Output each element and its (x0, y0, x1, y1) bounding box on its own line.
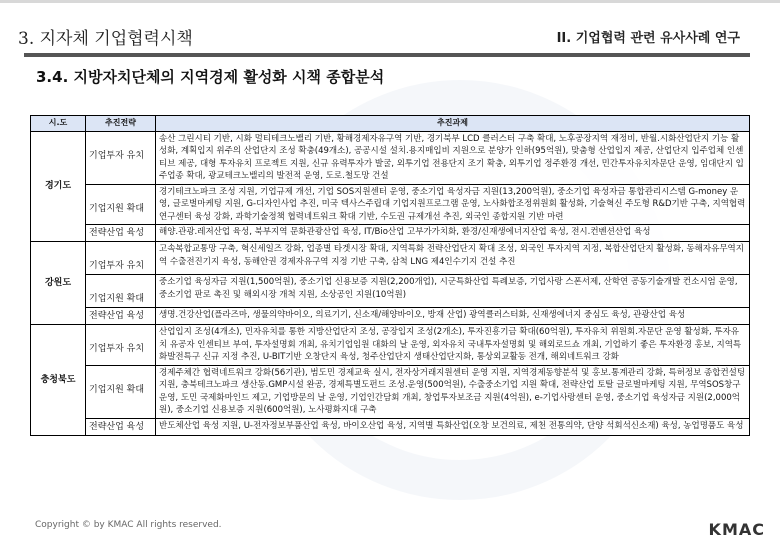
column-header: 추진과제 (156, 116, 750, 132)
chapter-title: 3. 지자체 기업협력시책 (18, 29, 193, 49)
tasks-cell: 송산 그린시티 기반, 시화 멀티테크노밸리 기반, 황해경제자유구역 기반, 경기북부 LCD 클러스터 구축 확대, 노후공장지역 재정비, 반월.시화산업단지 기능 활성화, 계획입지 위주의 산업단지 조성 확충(49개소), 공공시설 설치.용지매입비 지원으로 분양가 인하(95억원), 맞춤형 산업입지 제공, 산업단지 입주업체 인센티브 제공, 대형 투자유치 프로젝트 지원, 신규 유력투자가 발굴, 외투기업 전용단지 조기 확충, 외투기업 정주환경 개선, 민간투자유치자문단 운영, 임대단지 입주업종 확대, 광교테크노밸리의 발전적 운영, 도로.철도망 건설 (156, 131, 750, 184)
table-row (31, 131, 750, 184)
copyright-text: Copyright © by KMAC All rights reserved. (35, 520, 222, 530)
tasks-cell: 산업입지 조성(4개소), 민자유치를 통한 지방산업단지 조성, 공장입지 조성(2개소), 투자진흥기금 확대(60억원), 투자유치 위원회.자문단 운영 활성화, 투자유치 유공자 인센티브 부여, 투자설명회 개최, 유치기업임원 대화의 날 운영, 외자유치 국내투자설명회 및 해외로드쇼 개최, 기업하기 좋은 투자환경 홍보, 지역특화발전특구 신규 지정 추진, U-BIT기반 오창단지 육성, 청주산업단지 생태산업단지화, 통상외교활동 전개, 해외네트워크 강화 (156, 325, 750, 366)
table-row (31, 308, 750, 325)
top-border (0, 0, 780, 3)
tasks-cell: 반도체산업 육성 지원, U-전자정보부품산업 육성, 바이오산업 육성, 지역별 특화산업(오창 보건의료, 제천 전통의약, 단양 석회석신소재) 육성, 농업명품도 육성 (156, 418, 750, 435)
tasks-cell: 경제주체간 협력네트워크 강화(56기관), 범도민 경제교육 실시, 전자상거래지원센터 운영 지원, 지역경제동향분석 및 홍보.통계관리 강화, 특허정보 종합컨설팅 지원, 충북테크노파크 생산동.GMP시설 완공, 경제특별도펀드 조성.운영(500억원), 수출중소기업 지원 확대, 전략산업 토탈 글로벌마케팅 지원, 무역SOS창구 운영, 도민 국제화마인드 제고, 기업방문의 날 운영, 기업인간담회 개최, 창업투자보조금 지원(4억원), e-기업사랑센터 운영, 중소기업 육성자금 지원(2,000억원), 중소기업 신용보증 지원(600억원), 노사평화지대 구축 (156, 365, 750, 418)
region-cell: 경기도 (31, 131, 86, 242)
tasks-cell: 해양.관광.레저산업 육성, 북부지역 문화관광산업 육성, IT/Bio산업 고부가가치화, 환경/신재생에너지산업 육성, 전시.컨벤션산업 육성 (156, 225, 750, 242)
table-row (31, 418, 750, 435)
tasks-cell: 경기테크노파크 조성 지원, 기업규제 개선, 기업 SOS지원센터 운영, 중소기업 육성자금 지원(13,200억원), 중소기업 육성자금 통합관리시스템 G-money 운영, 글로벌마케팅 지원, G-디자인사업 추진, 미국 텍사스주립대 기업지원프로그램 운영, 노사화합조정위원회 활성화, 기술혁신 주도형 R&D기반 구축, 지역협력연구센터 육성 강화, 과학기술정책 협력네트워크 확대 기반, 수도권 규제개선 추진, 외국인 종합지원 기반 마련 (156, 184, 750, 225)
tasks-cell: 고속복합교통망 구축, 혁신세일즈 강화, 업종별 타겟시장 확대, 지역특화 전략산업단지 확대 조성, 외국인 투자지역 지정, 복합산업단지 활성화, 동해자유무역지역 수출전진기지 육성, 동해안권 경제자유구역 지정 기반 구축, 삼척 LNG 제4인수기지 건설 추진 (156, 242, 750, 275)
strategy-cell: 기업지원 확대 (86, 184, 156, 225)
table-row (31, 325, 750, 366)
table-row (31, 225, 750, 242)
page-subtitle: 3.4. 지방자치단체의 지역경제 활성화 시책 종합분석 (36, 68, 385, 86)
header-divider (24, 53, 750, 57)
strategy-cell: 전략산업 육성 (86, 418, 156, 435)
table-row (31, 275, 750, 308)
kmac-logo: KMAC (708, 520, 765, 539)
policy-table (30, 115, 750, 436)
tasks-cell: 생명.건강산업(플라즈마, 생물의약바이오, 의료기기, 신소재/해양바이오, 방재 산업) 광역클러스터화, 신재생에너지 중심도 육성, 관광산업 육성 (156, 308, 750, 325)
table-header-row (31, 116, 750, 132)
column-header: 추진전략 (86, 116, 156, 132)
table-row (31, 242, 750, 275)
region-cell: 충청북도 (31, 325, 86, 436)
strategy-cell: 전략산업 육성 (86, 308, 156, 325)
column-header: 시.도 (31, 116, 86, 132)
strategy-cell: 기업지원 확대 (86, 275, 156, 308)
strategy-cell: 기업투자 유치 (86, 325, 156, 366)
section-title: II. 기업협력 관련 유사사례 연구 (556, 31, 740, 46)
tasks-cell: 중소기업 육성자금 지원(1,500억원), 중소기업 신용보증 지원(2,200개업), 시군특화산업 특례보증, 기업사랑 스폰서제, 산학연 공동기술개발 컨소시엄 운영, 중소기업 판로 촉진 및 해외시장 개척 지원, 소상공인 지원(10억원) (156, 275, 750, 308)
strategy-cell: 전략산업 육성 (86, 225, 156, 242)
table-row (31, 184, 750, 225)
table-row (31, 365, 750, 418)
strategy-cell: 기업지원 확대 (86, 365, 156, 418)
strategy-cell: 기업투자 유치 (86, 131, 156, 184)
strategy-cell: 기업투자 유치 (86, 242, 156, 275)
region-cell: 강원도 (31, 242, 86, 325)
